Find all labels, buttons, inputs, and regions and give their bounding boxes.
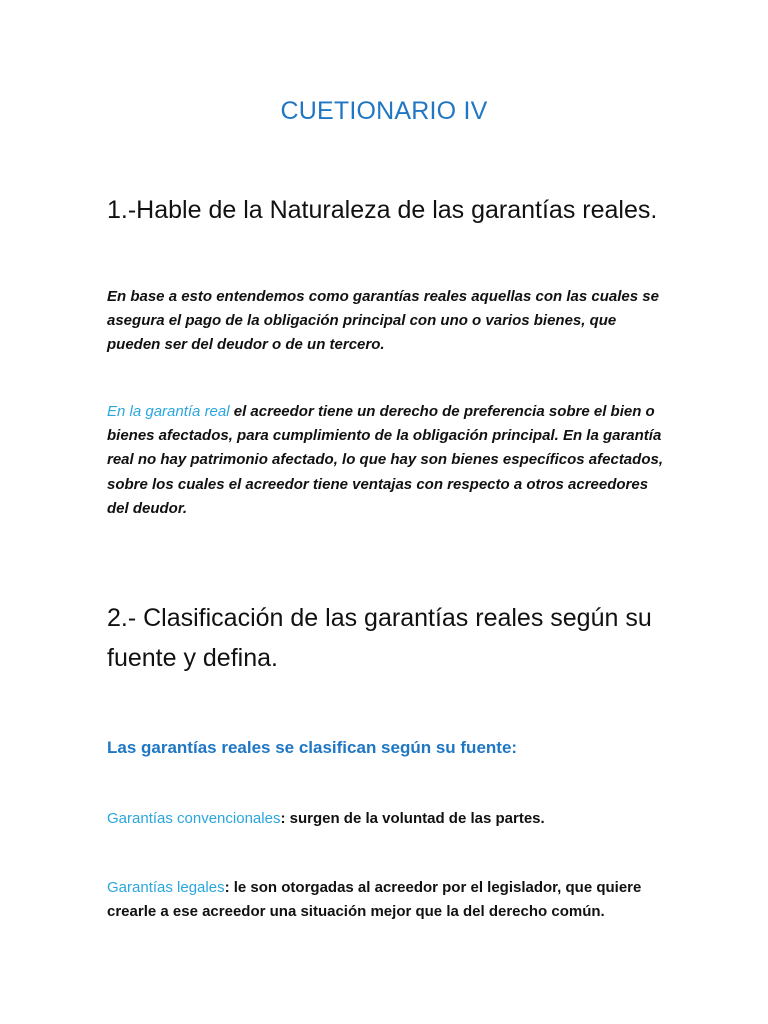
document-title: CUETIONARIO IV bbox=[280, 97, 488, 125]
question-2-heading: 2.- Clasificación de las garantías reales según su fuente y defina. bbox=[107, 604, 652, 672]
question-1-heading: 1.-Hable de la Naturaleza de las garantías reales. bbox=[107, 196, 658, 224]
question-1-paragraph-1: En base a esto entendemos como garantías reales aquellas con las cuales se asegura el pago de la obligación principal con uno o varios bienes, que pueden ser del deudor o de un tercero. bbox=[107, 288, 659, 354]
definition-text: : surgen de la voluntad de las partes. bbox=[280, 810, 545, 827]
definition-legal bbox=[107, 876, 667, 924]
definition-text: : le son otorgadas al acreedor por el legislador, que quiere crearle a ese acreedor una situación mejor que la del derecho común. bbox=[107, 879, 642, 921]
classification-subheading: Las garantías reales se clasifican según su fuente: bbox=[107, 738, 518, 757]
highlighted-phrase: En la garantía real bbox=[107, 403, 230, 420]
definition-conventional bbox=[107, 807, 667, 831]
definition-term: Garantías convencionales bbox=[107, 810, 281, 827]
question-1-paragraph-2 bbox=[107, 400, 667, 521]
definition-term: Garantías legales bbox=[107, 879, 225, 896]
paragraph-2-text: el acreedor tiene un derecho de preferencia sobre el bien o bienes afectados, para cumplimiento de la obligación principal. En la garantía real no hay patrimonio afectado, lo que hay son bienes específicos afectados, sobre los cuales el acreedor tiene ventajas con respecto a otros acreedores del deudor. bbox=[107, 403, 663, 517]
